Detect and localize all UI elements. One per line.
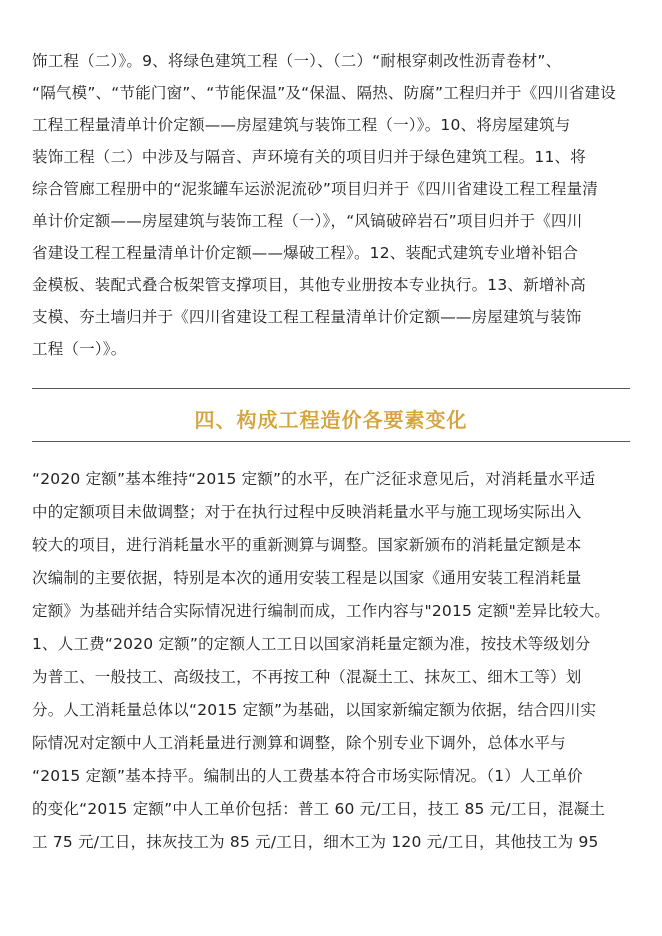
section-divider-top xyxy=(32,388,630,389)
text-line: 为普工、一般技工、高级技工，不再按工种（混凝土工、抹灰工、细木工等）划 xyxy=(32,668,582,686)
text-line: 中的定额项目未做调整；对于在执行过程中反映消耗量水平与施工现场实际出入 xyxy=(32,503,582,521)
text-line: 省建设工程工程量清单计价定额——爆破工程》。12、装配式建筑专业增补铝合 xyxy=(32,244,579,262)
text-line: 饰工程（二）》。9、将绿色建筑工程（一）、（二）“耐根穿刺改性沥青卷材”、 xyxy=(32,52,562,70)
text-line: 际情况对定额中人工消耗量进行测算和调整，除个别专业下调外，总体水平与 xyxy=(32,734,566,752)
text-line: 工程工程量清单计价定额——房屋建筑与装饰工程（一）》。10、将房屋建筑与 xyxy=(32,116,571,134)
text-line: “2015 定额”基本持平。编制出的人工费基本符合市场实际情况。（1）人工单价 xyxy=(32,767,583,785)
text-line: 工 75 元/工日，抹灰技工为 85 元/工日，细木工为 120 元/工日，其他技工为 95 xyxy=(32,833,599,851)
text-line: 工程（一）》。 xyxy=(32,340,127,358)
text-line: 分。人工消耗量总体以“2015 定额”为基础，以国家新编定额为依据，结合四川实 xyxy=(32,701,597,719)
text-line: 定额》为基础并结合实际情况进行编制而成，工作内容与"2015 定额"差异比较大。 xyxy=(32,602,611,620)
text-line: 金模板、装配式叠合板架管支撑项目，其他专业册按本专业执行。13、新增补高 xyxy=(32,276,586,294)
text-line: 1、人工费“2020 定额”的定额人工工日以国家消耗量定额为准，按技术等级划分 xyxy=(32,635,591,653)
section-heading: 四、构成工程造价各要素变化 xyxy=(194,408,468,432)
text-line: 次编制的主要依据，特别是本次的通用安装工程是以国家《通用安装工程消耗量 xyxy=(32,569,582,587)
text-line: 装饰工程（二）中涉及与隔音、声环境有关的项目归并于绿色建筑工程。11、将 xyxy=(32,148,586,166)
text-line: 综合管廊工程册中的“泥浆罐车运淤泥流砂”项目归并于《四川省建设工程工程量清 xyxy=(32,180,598,198)
section-divider-bottom xyxy=(32,441,630,442)
text-line: “2020 定额”基本维持“2015 定额”的水平，在广泛征求意见后，对消耗量水平适 xyxy=(32,470,596,488)
body-paragraph xyxy=(32,463,632,859)
text-line: 单计价定额——房屋建筑与装饰工程（一）》，“风镐破碎岩石”项目归并于《四川 xyxy=(32,212,583,230)
text-line: 的变化“2015 定额”中人工单价包括：普工 60 元/工日，技工 85 元/工日，混凝土 xyxy=(32,800,606,818)
text-line: 支模、夯土墙归并于《四川省建设工程工程量清单计价定额——房屋建筑与装饰 xyxy=(32,308,582,326)
top-paragraph xyxy=(32,45,632,365)
text-line: 较大的项目，进行消耗量水平的重新测算与调整。国家新颁布的消耗量定额是本 xyxy=(32,536,582,554)
text-line: “隔气模”、“节能门窗”、“节能保温”及“保温、隔热、防腐”工程归并于《四川省建设 xyxy=(32,84,616,102)
